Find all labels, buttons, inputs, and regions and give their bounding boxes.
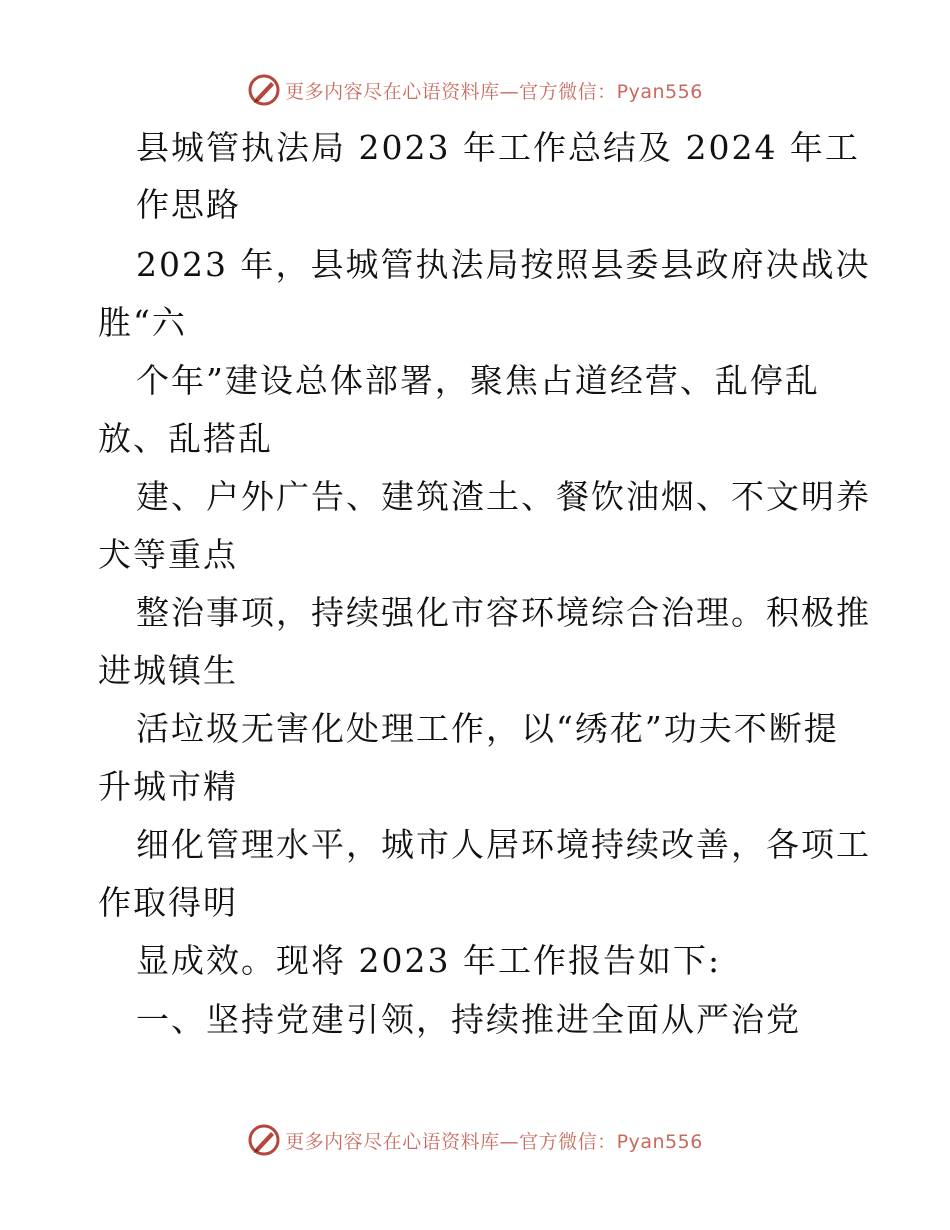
watermark-text: 更多内容尽在心语资料库—官方微信：Pyan556 [285,1130,703,1153]
paragraph-line: 整治事项，持续强化市容环境综合治理。积极推 [136,593,871,632]
paragraph-line: 放、乱搭乱 [98,419,273,458]
paragraph-line: 个年”建设总体部署，聚焦占道经营、乱停乱 [136,361,820,400]
paragraph-line: 细化管理水平，城市人居环境持续改善，各项工 [136,825,871,864]
watermark-text: 更多内容尽在心语资料库—官方微信：Pyan556 [285,80,703,103]
paragraph-line: 显成效。现将 2023 年工作报告如下: [136,941,722,980]
paragraph-line: 胜“六 [98,303,187,342]
paragraph-line: 建、户外广告、建筑渣土、餐饮油烟、不文明养 [136,477,871,516]
section-heading: 一、坚持党建引领，持续推进全面从严治党 [136,1000,801,1039]
paragraph-line: 活垃圾无害化处理工作，以“绣花”功夫不断提 [136,709,839,748]
watermark-banner-top [0,70,950,110]
paragraph-line: 作取得明 [98,883,238,922]
paragraph-line: 进城镇生 [98,651,238,690]
title-line-1: 县城管执法局 2023 年工作总结及 2024 年工 [136,128,860,167]
title-line-2: 作思路 [136,185,241,224]
watermark-banner-bottom [0,1120,950,1160]
pen-logo-icon [247,73,281,107]
paragraph-line: 犬等重点 [98,535,238,574]
paragraph-line: 升城市精 [98,767,238,806]
paragraph-line: 2023 年，县城管执法局按照县委县政府决战决 [136,245,871,284]
pen-logo-icon [247,1123,281,1157]
